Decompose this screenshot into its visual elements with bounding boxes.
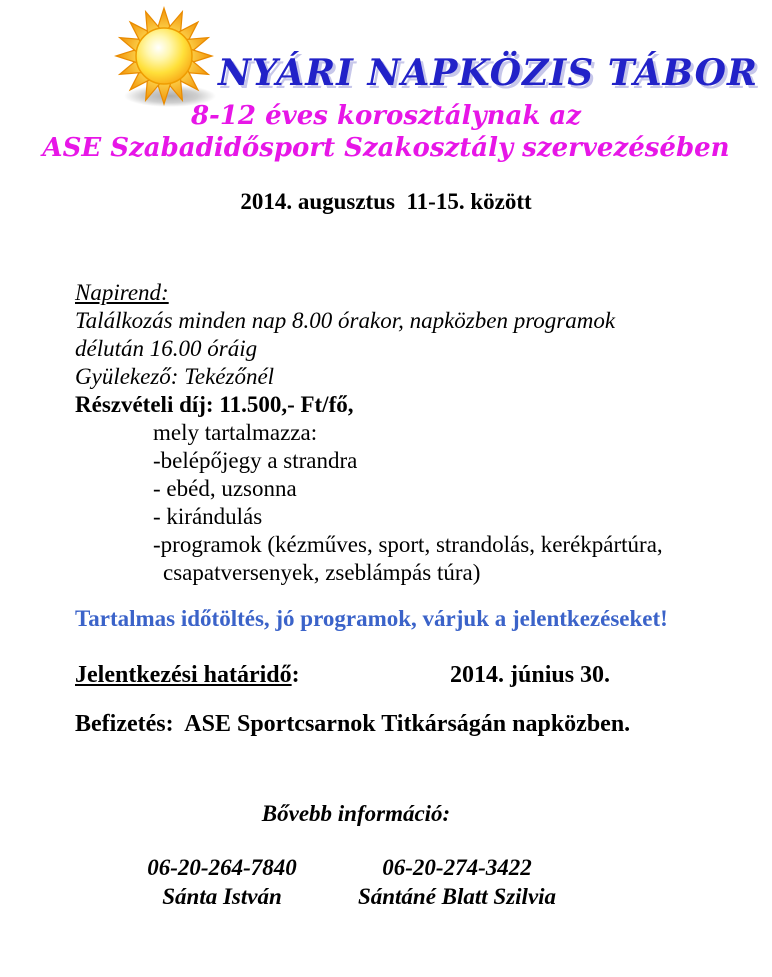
contact-name: Sánta István bbox=[162, 884, 282, 909]
deadline-colon: : bbox=[291, 662, 300, 688]
contact-phone: 06-20-264-7840 bbox=[147, 855, 297, 880]
deadline-label-wrap bbox=[75, 662, 300, 688]
schedule-meeting-line2: délután 16.00 óráig bbox=[75, 336, 258, 361]
deadline-row bbox=[75, 662, 715, 689]
list-item-continuation: csapatversenyek, zseblámpás túra) bbox=[163, 560, 481, 585]
invitation-statement: Tartalmas időtöltés, jó programok, várjuk a jelentkezéseket! bbox=[75, 606, 668, 631]
list-item: -belépőjegy a strandra bbox=[153, 448, 358, 473]
deadline-label: Jelentkezési határidő bbox=[75, 662, 292, 688]
schedule-section bbox=[75, 279, 735, 587]
includes-label: mely tartalmazza: bbox=[153, 420, 318, 445]
list-item: - kirándulás bbox=[153, 504, 263, 529]
fee-line: Részvételi díj: 11.500,- Ft/fő, bbox=[75, 392, 354, 417]
list-item: - ebéd, uzsonna bbox=[153, 476, 297, 501]
list-item: -programok (kézműves, sport, strandolás, kerékpártúra, bbox=[153, 532, 663, 557]
contact-phone: 06-20-274-3422 bbox=[382, 855, 532, 880]
subtitle-organizer: ASE Szabadidősport Szakosztály szervezésében bbox=[42, 133, 730, 163]
sun-icon bbox=[110, 6, 222, 110]
schedule-meeting-line1: Találkozás minden nap 8.00 órakor, napközben programok bbox=[75, 308, 616, 333]
contact-card bbox=[332, 853, 582, 911]
page-title: NYÁRI NAPKÖZIS TÁBOR bbox=[218, 52, 758, 94]
payment-line: Befizetés: ASE Sportcsarnok Titkárságán napközben. bbox=[75, 711, 631, 737]
contact-name: Sántáné Blatt Szilvia bbox=[357, 884, 557, 909]
schedule-gathering: Gyülekező: Tekézőnél bbox=[75, 364, 275, 389]
deadline-date: 2014. június 30. bbox=[450, 662, 611, 688]
schedule-heading: Napirend: bbox=[75, 280, 169, 305]
info-heading: Bővebb információ: bbox=[261, 801, 451, 826]
event-date: 2014. augusztus 11-15. között bbox=[240, 189, 532, 214]
subtitle-age-range: 8-12 éves korosztálynak az bbox=[190, 101, 582, 131]
schedule-heading-line bbox=[75, 279, 735, 307]
contact-card bbox=[97, 853, 347, 911]
